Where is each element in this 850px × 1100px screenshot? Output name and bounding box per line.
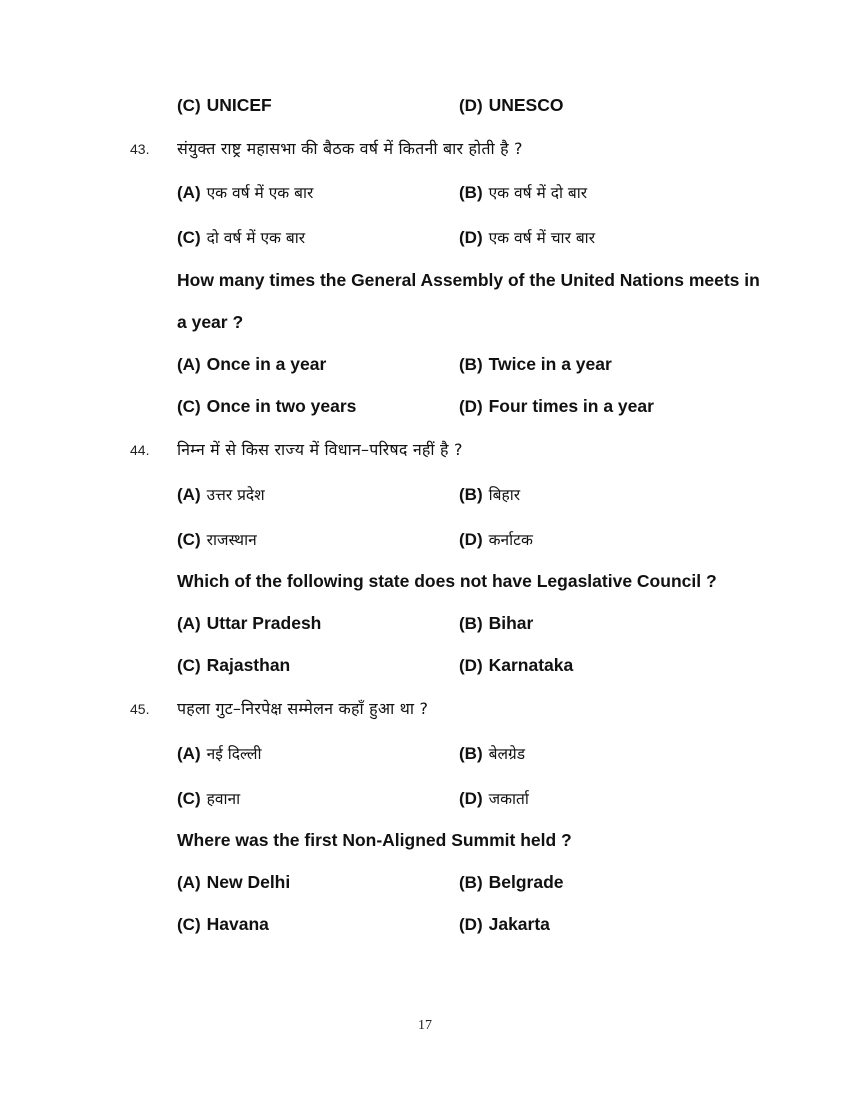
options-row xyxy=(0,178,850,208)
option-a: (A) Uttar Pradesh xyxy=(177,613,322,633)
option-a: (A) नई दिल्ली xyxy=(177,744,262,763)
option-c: (C) दो वर्ष में एक बार xyxy=(177,228,306,247)
option-b: (B) बिहार xyxy=(459,485,521,504)
options-row xyxy=(0,393,850,423)
option-d: (D) Four times in a year xyxy=(459,396,654,416)
options-row xyxy=(0,739,850,769)
question-43-english xyxy=(0,267,850,297)
option-c: (C) Havana xyxy=(177,914,269,934)
question-43-hindi xyxy=(0,135,850,165)
question-44-english xyxy=(0,568,850,598)
option-b: (B) Twice in a year xyxy=(459,354,612,374)
question-text-english-cont: a year ? xyxy=(177,312,244,332)
question-43-english-cont xyxy=(0,309,850,339)
option-b: (B) Belgrade xyxy=(459,872,564,892)
question-number: 45. xyxy=(130,701,150,717)
option-d: (D) जकार्ता xyxy=(459,789,529,808)
option-c: (C) राजस्थान xyxy=(177,530,257,549)
options-row-prev xyxy=(0,92,850,122)
options-row xyxy=(0,351,850,381)
option-c: (C) Rajasthan xyxy=(177,655,291,675)
options-row xyxy=(0,911,850,941)
option-b: (B) एक वर्ष में दो बार xyxy=(459,183,588,202)
question-45-hindi xyxy=(0,695,850,725)
option-c-prev: (C) UNICEF xyxy=(177,95,272,115)
question-text-hindi: पहला गुट–निरपेक्ष सम्मेलन कहाँ हुआ था ? xyxy=(177,699,429,718)
question-45-english xyxy=(0,827,850,857)
option-b: (B) Bihar xyxy=(459,613,534,633)
option-d: (D) Jakarta xyxy=(459,914,550,934)
option-c: (C) Once in two years xyxy=(177,396,357,416)
options-row xyxy=(0,610,850,640)
page-number: 17 xyxy=(418,1018,432,1033)
option-a: (A) एक वर्ष में एक बार xyxy=(177,183,314,202)
option-a: (A) New Delhi xyxy=(177,872,291,892)
question-number: 43. xyxy=(130,141,150,157)
question-number: 44. xyxy=(130,442,150,458)
options-row xyxy=(0,525,850,555)
option-c: (C) हवाना xyxy=(177,789,241,808)
option-d: (D) Karnataka xyxy=(459,655,574,675)
option-a: (A) Once in a year xyxy=(177,354,327,374)
option-d-prev: (D) UNESCO xyxy=(459,95,564,115)
option-b: (B) बेलग्रेड xyxy=(459,744,526,763)
question-44-hindi xyxy=(0,436,850,466)
question-text-english: How many times the General Assembly of the United Nations meets in xyxy=(177,270,760,290)
options-row xyxy=(0,784,850,814)
question-text-hindi: निम्न में से किस राज्य में विधान–परिषद नहीं है ? xyxy=(177,440,463,459)
options-row xyxy=(0,223,850,253)
option-d: (D) कर्नाटक xyxy=(459,530,533,549)
option-d: (D) एक वर्ष में चार बार xyxy=(459,228,596,247)
options-row xyxy=(0,869,850,899)
option-a: (A) उत्तर प्रदेश xyxy=(177,485,265,504)
question-text-hindi: संयुक्त राष्ट्र महासभा की बैठक वर्ष में कितनी बार होती है ? xyxy=(177,139,523,158)
question-text-english: Where was the first Non-Aligned Summit held ? xyxy=(177,830,572,850)
options-row xyxy=(0,480,850,510)
options-row xyxy=(0,652,850,682)
question-text-english: Which of the following state does not have Legaslative Council ? xyxy=(177,571,717,591)
